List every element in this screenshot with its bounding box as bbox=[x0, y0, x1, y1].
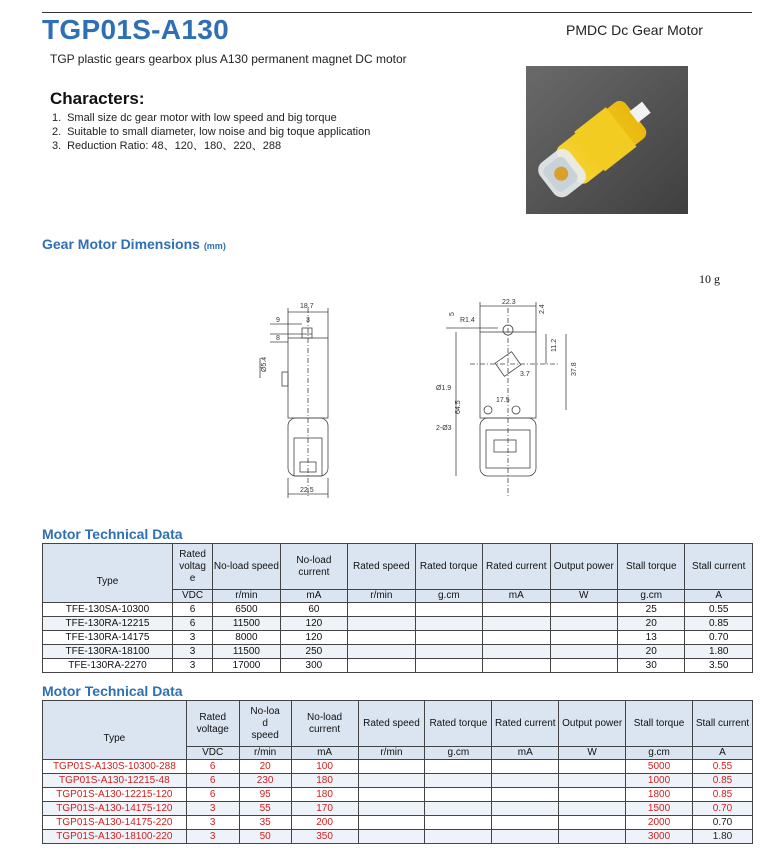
value-cell bbox=[415, 645, 482, 659]
value-cell: 0.85 bbox=[693, 774, 753, 788]
motor-weight: 10 g bbox=[699, 272, 720, 286]
value-cell: 1.80 bbox=[685, 645, 753, 659]
value-cell: 11500 bbox=[213, 645, 280, 659]
value-cell: 0.70 bbox=[685, 631, 753, 645]
value-cell: 3.50 bbox=[685, 659, 753, 673]
side-view bbox=[260, 308, 328, 498]
page-title: TGP01S-A130 bbox=[42, 14, 229, 45]
unit-cell: r/min bbox=[348, 590, 415, 603]
type-cell: TGP01S-A130-14175-220 bbox=[43, 816, 187, 830]
value-cell: 3 bbox=[172, 659, 212, 673]
gear-motor-technical-data-table bbox=[42, 700, 753, 844]
value-cell: 17000 bbox=[213, 659, 280, 673]
value-cell: 0.55 bbox=[693, 760, 753, 774]
value-cell: 6 bbox=[186, 788, 239, 802]
value-cell bbox=[348, 631, 415, 645]
table-row bbox=[43, 645, 753, 659]
value-cell: 0.85 bbox=[685, 617, 753, 631]
value-cell: 2000 bbox=[626, 816, 693, 830]
unit-cell: g.cm bbox=[618, 590, 685, 603]
characters-heading: Characters: bbox=[50, 89, 145, 108]
value-cell: 200 bbox=[291, 816, 358, 830]
dimension-drawing bbox=[240, 298, 590, 508]
type-cell: TGP01S-A130-12215-120 bbox=[43, 788, 187, 802]
unit-cell: mA bbox=[280, 590, 347, 603]
table1-heading: Motor Technical Data bbox=[42, 526, 183, 542]
col-header-output-power: Output power bbox=[559, 701, 626, 747]
unit-cell: g.cm bbox=[425, 747, 492, 760]
product-category: PMDC Dc Gear Motor bbox=[566, 22, 703, 38]
value-cell bbox=[492, 816, 559, 830]
value-cell: 3 bbox=[172, 645, 212, 659]
col-header-rated-current: Rated current bbox=[483, 544, 550, 590]
dim-label: 11.2 bbox=[551, 338, 558, 352]
value-cell: 3 bbox=[186, 816, 239, 830]
product-photo bbox=[526, 66, 688, 214]
unit-cell: VDC bbox=[172, 590, 212, 603]
value-cell: 3 bbox=[186, 830, 239, 844]
dim-label: Ø1.9 bbox=[436, 385, 452, 392]
dim-label: 2.4 bbox=[539, 304, 546, 314]
col-header-type: Type bbox=[43, 544, 173, 603]
value-cell: 20 bbox=[239, 760, 291, 774]
value-cell: 3 bbox=[172, 631, 212, 645]
value-cell bbox=[358, 774, 425, 788]
value-cell: 1000 bbox=[626, 774, 693, 788]
col-header-noload-speed: No-loa d speed bbox=[239, 701, 291, 747]
table-row bbox=[43, 774, 753, 788]
value-cell bbox=[492, 788, 559, 802]
value-cell bbox=[492, 760, 559, 774]
value-cell bbox=[550, 659, 617, 673]
dim-label: 3 bbox=[306, 317, 310, 324]
value-cell: 95 bbox=[239, 788, 291, 802]
value-cell: 6500 bbox=[213, 603, 280, 617]
value-cell bbox=[425, 788, 492, 802]
col-header-noload-current: No-load current bbox=[291, 701, 358, 747]
value-cell bbox=[348, 603, 415, 617]
value-cell: 55 bbox=[239, 802, 291, 816]
dim-label: 22.3 bbox=[502, 299, 516, 306]
value-cell bbox=[483, 603, 550, 617]
product-subtitle: TGP plastic gears gearbox plus A130 permanent magnet DC motor bbox=[50, 52, 407, 66]
dim-label: 22.5 bbox=[300, 487, 314, 494]
col-header-noload-current: No-load current bbox=[280, 544, 347, 590]
value-cell: 50 bbox=[239, 830, 291, 844]
value-cell bbox=[559, 830, 626, 844]
value-cell bbox=[348, 617, 415, 631]
value-cell: 35 bbox=[239, 816, 291, 830]
col-header-rated-voltage: Rated voltag e bbox=[172, 544, 212, 590]
dim-label: 17.5 bbox=[496, 397, 510, 404]
value-cell: 13 bbox=[618, 631, 685, 645]
type-cell: TGP01S-A130S-10300-288 bbox=[43, 760, 187, 774]
unit-cell: r/min bbox=[358, 747, 425, 760]
col-header-rated-current: Rated current bbox=[492, 701, 559, 747]
value-cell: 100 bbox=[291, 760, 358, 774]
value-cell bbox=[358, 802, 425, 816]
value-cell: 1800 bbox=[626, 788, 693, 802]
dim-label: R1.4 bbox=[460, 317, 475, 324]
type-cell: TFE-130RA-12215 bbox=[43, 617, 173, 631]
unit-cell: W bbox=[550, 590, 617, 603]
characters-item: 3. Reduction Ratio: 48、120、180、220、288 bbox=[52, 140, 282, 152]
value-cell bbox=[425, 816, 492, 830]
value-cell: 3 bbox=[186, 802, 239, 816]
table-row bbox=[43, 830, 753, 844]
value-cell bbox=[483, 617, 550, 631]
characters-list bbox=[52, 111, 370, 153]
dim-label: 3.7 bbox=[520, 371, 530, 378]
col-header-rated-speed: Rated speed bbox=[348, 544, 415, 590]
value-cell: 0.85 bbox=[693, 788, 753, 802]
value-cell: 30 bbox=[618, 659, 685, 673]
value-cell: 3000 bbox=[626, 830, 693, 844]
unit-cell: A bbox=[693, 747, 753, 760]
value-cell: 120 bbox=[280, 631, 347, 645]
table-row bbox=[43, 802, 753, 816]
col-header-stall-torque: Stall torque bbox=[618, 544, 685, 590]
unit-cell: g.cm bbox=[626, 747, 693, 760]
value-cell bbox=[348, 659, 415, 673]
table-row bbox=[43, 617, 753, 631]
dim-label: 37.8 bbox=[571, 362, 578, 376]
col-header-stall-current: Stall current bbox=[693, 701, 753, 747]
type-cell: TGP01S-A130-18100-220 bbox=[43, 830, 187, 844]
value-cell bbox=[425, 760, 492, 774]
type-cell: TFE-130SA-10300 bbox=[43, 603, 173, 617]
value-cell: 180 bbox=[291, 788, 358, 802]
dim-label: Ø5.4 bbox=[261, 356, 268, 372]
unit-cell: r/min bbox=[239, 747, 291, 760]
header-rule bbox=[42, 12, 752, 13]
value-cell: 0.70 bbox=[693, 816, 753, 830]
value-cell: 120 bbox=[280, 617, 347, 631]
table-row bbox=[43, 631, 753, 645]
value-cell bbox=[415, 617, 482, 631]
value-cell bbox=[492, 802, 559, 816]
dim-label: 2-Ø3 bbox=[436, 425, 452, 432]
value-cell: 6 bbox=[186, 760, 239, 774]
col-header-output-power: Output power bbox=[550, 544, 617, 590]
unit-cell: r/min bbox=[213, 590, 280, 603]
value-cell: 6 bbox=[172, 603, 212, 617]
value-cell bbox=[358, 760, 425, 774]
value-cell: 6 bbox=[172, 617, 212, 631]
value-cell: 11500 bbox=[213, 617, 280, 631]
value-cell bbox=[483, 659, 550, 673]
value-cell bbox=[559, 760, 626, 774]
value-cell bbox=[348, 645, 415, 659]
value-cell: 8000 bbox=[213, 631, 280, 645]
value-cell: 1.80 bbox=[693, 830, 753, 844]
value-cell bbox=[425, 802, 492, 816]
type-cell: TFE-130RA-14175 bbox=[43, 631, 173, 645]
col-header-noload-speed: No-load speed bbox=[213, 544, 280, 590]
unit-cell: mA bbox=[492, 747, 559, 760]
value-cell bbox=[415, 659, 482, 673]
unit-cell: W bbox=[559, 747, 626, 760]
value-cell: 25 bbox=[618, 603, 685, 617]
value-cell: 6 bbox=[186, 774, 239, 788]
unit-cell: A bbox=[685, 590, 753, 603]
motor-technical-data-table bbox=[42, 543, 753, 673]
value-cell: 250 bbox=[280, 645, 347, 659]
table-row bbox=[43, 603, 753, 617]
table-row bbox=[43, 760, 753, 774]
dim-label: 9 bbox=[276, 317, 280, 324]
col-header-stall-torque: Stall torque bbox=[626, 701, 693, 747]
value-cell bbox=[550, 645, 617, 659]
characters-item: 1. Small size dc gear motor with low speed and big torque bbox=[52, 112, 337, 124]
value-cell bbox=[559, 774, 626, 788]
value-cell: 300 bbox=[280, 659, 347, 673]
value-cell: 0.55 bbox=[685, 603, 753, 617]
value-cell: 350 bbox=[291, 830, 358, 844]
value-cell: 0.70 bbox=[693, 802, 753, 816]
value-cell bbox=[559, 802, 626, 816]
value-cell bbox=[358, 816, 425, 830]
value-cell bbox=[425, 830, 492, 844]
dim-label: 18.7 bbox=[300, 303, 314, 310]
table-row bbox=[43, 659, 753, 673]
value-cell bbox=[550, 631, 617, 645]
dim-label: 8 bbox=[276, 335, 280, 342]
value-cell bbox=[550, 603, 617, 617]
unit-cell: mA bbox=[483, 590, 550, 603]
type-cell: TGP01S-A130-12215-48 bbox=[43, 774, 187, 788]
unit-cell: g.cm bbox=[415, 590, 482, 603]
value-cell bbox=[415, 631, 482, 645]
value-cell: 1500 bbox=[626, 802, 693, 816]
value-cell bbox=[550, 617, 617, 631]
value-cell: 60 bbox=[280, 603, 347, 617]
table-row bbox=[43, 816, 753, 830]
value-cell: 180 bbox=[291, 774, 358, 788]
type-cell: TFE-130RA-18100 bbox=[43, 645, 173, 659]
value-cell bbox=[559, 788, 626, 802]
col-header-type: Type bbox=[43, 701, 187, 760]
table2-heading: Motor Technical Data bbox=[42, 683, 183, 699]
value-cell bbox=[483, 645, 550, 659]
col-header-rated-torque: Rated torque bbox=[415, 544, 482, 590]
col-header-rated-speed: Rated speed bbox=[358, 701, 425, 747]
value-cell: 20 bbox=[618, 645, 685, 659]
table-row bbox=[43, 788, 753, 802]
value-cell bbox=[483, 631, 550, 645]
value-cell: 230 bbox=[239, 774, 291, 788]
col-header-rated-voltage: Rated voltage bbox=[186, 701, 239, 747]
value-cell bbox=[425, 774, 492, 788]
unit-cell: VDC bbox=[186, 747, 239, 760]
value-cell bbox=[492, 774, 559, 788]
value-cell bbox=[415, 603, 482, 617]
value-cell bbox=[559, 816, 626, 830]
unit-cell: mA bbox=[291, 747, 358, 760]
value-cell: 5000 bbox=[626, 760, 693, 774]
value-cell: 170 bbox=[291, 802, 358, 816]
value-cell bbox=[358, 830, 425, 844]
dimensions-heading: Gear Motor Dimensions (mm) bbox=[42, 236, 226, 252]
col-header-rated-torque: Rated torque bbox=[425, 701, 492, 747]
value-cell bbox=[358, 788, 425, 802]
value-cell bbox=[492, 830, 559, 844]
dim-label: 5 bbox=[449, 312, 456, 316]
type-cell: TGP01S-A130-14175-120 bbox=[43, 802, 187, 816]
col-header-stall-current: Stall current bbox=[685, 544, 753, 590]
type-cell: TFE-130RA-2270 bbox=[43, 659, 173, 673]
dim-label: 64.5 bbox=[455, 400, 462, 414]
value-cell: 20 bbox=[618, 617, 685, 631]
characters-item: 2. Suitable to small diameter, low noise and big toque application bbox=[52, 126, 371, 138]
